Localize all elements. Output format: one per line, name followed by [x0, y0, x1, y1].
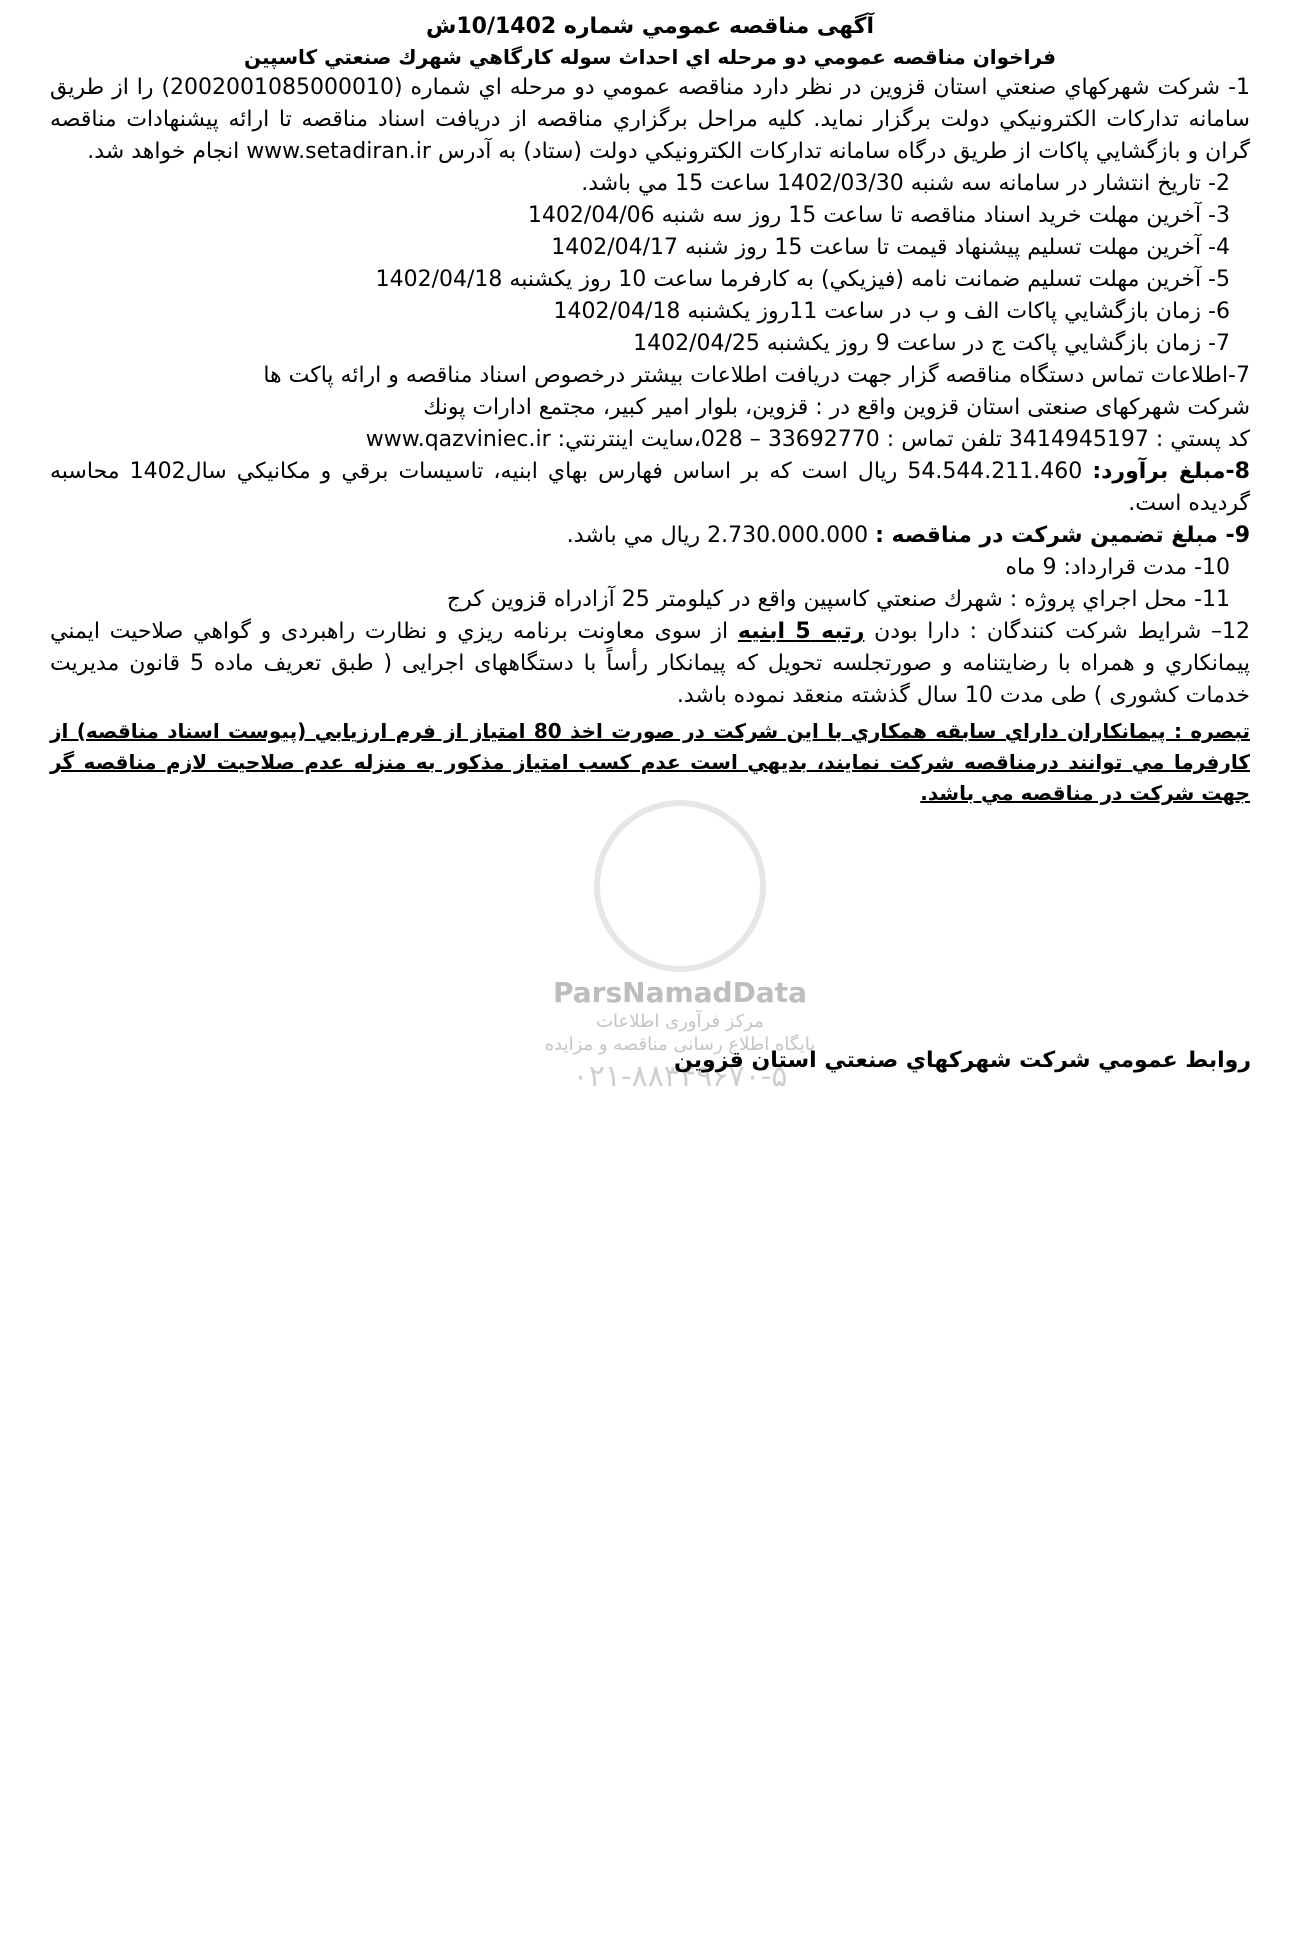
contract-duration: 10- مدت قرارداد: 9 ماه	[1005, 555, 1230, 580]
conditions-rest: از سوی معاونت برنامه ريزي و نظارت راهبردی و گواهي صلاحيت ايمني پيمانکاري و همراه با رضايتنامه و صورتجلسه تحويل که پيمانکار رأساً با دستگاههای اجرايی ( طبق تعريف ماده 5 قانون مديريت خدمات کشوری ) طی مدت 10 سال گذشته منعقد نموده باشد.	[50, 619, 1251, 708]
announcement-title: آگهی مناقصه عمومي شماره 10/1402ش	[425, 14, 875, 39]
item-4: 4- آخرين مهلت تسليم پيشنهاد قيمت تا ساعت 15 روز شنبه 1402/04/17	[551, 235, 1230, 260]
estimate-label: 8-مبلغ برآورد:	[1092, 459, 1250, 484]
guarantee-text: 2.730.000.000 ريال مي باشد.	[566, 523, 869, 548]
watermark-line1: مرکز فرآوری اطلاعات	[596, 1011, 764, 1032]
item-7: 7- زمان بازگشايي پاکت ج در ساعت 9 روز يکشنبه 1402/04/25	[633, 331, 1230, 356]
signature-public-relations: روابط عمومي شرکت شهرکهاي صنعتي استان قزوين	[673, 1048, 1251, 1073]
estimate-text: 54.544.211.460 ريال است که بر اساس فهارس بهاي ابنيه، تاسيسات برقي و مکانيکي سال1402 محاسبه گرديده است.	[50, 459, 1250, 516]
participant-conditions	[50, 616, 1250, 712]
item-5: 5- آخرين مهلت تسليم ضمانت نامه (فيزيکي) به کارفرما ساعت 10 روز يکشنبه 1402/04/18	[375, 267, 1230, 292]
watermark-name: ParsNamadData	[553, 976, 807, 1009]
watermark-logo-icon	[594, 800, 766, 972]
announcement-items	[50, 72, 1250, 712]
conditions-rank: رتبه 5 ابنيه	[737, 619, 865, 644]
announcement-subtitle: فراخوان مناقصه عمومي دو مرحله اي احداث سوله کارگاهي شهرك صنعتي کاسپين	[244, 45, 1056, 69]
conditions-intro: 12– شرايط شرکت کنندگان : دارا بودن	[874, 619, 1251, 644]
announcement-body	[50, 12, 1250, 809]
contact-address: شرکت شهرکهای صنعتی استان قزوین واقع در : قزوين، بلوار امير کبير، مجتمع ادارات پونك	[423, 395, 1250, 420]
item-2: 2- تاريخ انتشار در سامانه سه شنبه 1402/03/30 ساعت 15 مي باشد.	[581, 171, 1230, 196]
estimate-amount	[50, 456, 1250, 520]
item-1: 1- شرکت شهرکهاي صنعتي استان قزوين در نظر دارد مناقصه عمومي دو مرحله اي شماره (2002001085000010) را از طريق سامانه تدارکات الکترونيکي دولت برگزار نمايد. کليه مراحل برگزاري مناقصه از دريافت اسناد مناقصه تا ارائه پيشنهادات مناقصه گران و بازگشايي پاکات از طريق درگاه سامانه تدارکات الکترونيکي دولت (ستاد) به آدرس www.setadiran.ir انجام خواهد شد.	[50, 75, 1251, 164]
item-3: 3- آخرين مهلت خريد اسناد مناقصه تا ساعت 15 روز سه شنبه 1402/04/06	[527, 203, 1230, 228]
note-clause: تبصره : پيمانکاران داراي سابقه همکاري با اين شرکت در صورت اخذ 80 امتياز از فرم ارزيابي (پيوست اسناد مناقصه) از کارفرما مي توانند درمناقصه شرکت نمايند، بديهي است عدم کسب امتياز مذکور به منزله عدم صلاحيت لازم مناقصه گر جهت شرکت در مناقصه مي باشد.	[50, 719, 1250, 805]
watermark-line2: پایگاه اطلاع رسانی مناقصه و مزایده	[544, 1034, 816, 1055]
parsnamad-watermark	[470, 800, 890, 1160]
item-6: 6- زمان بازگشايي پاکات الف و ب در ساعت 11روز يکشنبه 1402/04/18	[553, 299, 1230, 324]
project-location: 11- محل اجراي پروژه : شهرك صنعتي کاسپين واقع در کيلومتر 25 آزادراه قزوين کرج	[446, 587, 1230, 612]
contact-postal-phone-site: کد پستي : 3414945197 تلفن تماس : 33692770 – 028،سايت اينترنتي: www.qazviniec.ir	[365, 427, 1250, 452]
guarantee-amount	[50, 520, 1250, 552]
guarantee-label: 9- مبلغ تضمين شرکت در مناقصه :	[875, 523, 1250, 548]
contact-heading: 7-اطلاعات تماس دستگاه مناقصه گزار جهت دريافت اطلاعات بيشتر درخصوص اسناد مناقصه و ارائه پاکت ها	[263, 363, 1250, 388]
watermark-phone: ۰۲۱-۸۸۳۴۹۶۷۰-۵	[572, 1059, 788, 1094]
